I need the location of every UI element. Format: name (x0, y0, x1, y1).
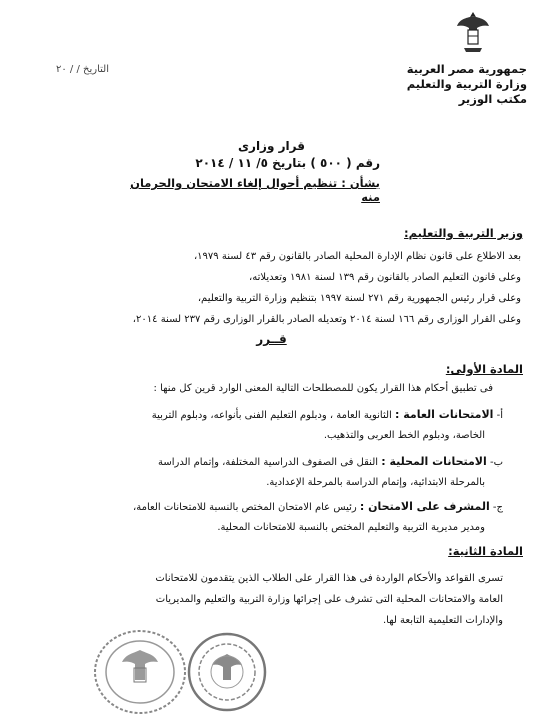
item-text: النقل فى الصفوف الدراسية المختلفة، وإتمام الدراسة (157, 457, 379, 468)
article2-line: والإدارات التعليمية التابعة لها. (383, 615, 503, 626)
preamble-line: وعلى القرار الوزارى رقم ١٦٦ لسنة ٢٠١٤ وتعديله الصادر بالقرار الوزارى رقم ٢٣٧ لسنة ٢٠١٤، (132, 314, 521, 325)
preamble-line: وعلى قرار رئيس الجمهورية رقم ٢٧١ لسنة ١٩٩٧ بتنظيم وزارة التربية والتعليم، (197, 293, 521, 304)
item-text: بالمرحلة الابتدائية، وإتمام الدراسة بالمرحلة الإعدادية. (266, 477, 485, 488)
item-term: المشرف على الامتحان : (359, 500, 490, 513)
eagle-emblem-icon (456, 8, 490, 56)
article2-heading: المادة الثانية: (448, 544, 523, 558)
item-marker: ب- (489, 457, 503, 468)
item-term: الامتحانات العامة : (395, 408, 494, 421)
ministry-name: وزارة التربية والتعليم (406, 77, 527, 91)
article1-item-c (33, 497, 503, 538)
item-text: رئيس عام الامتحان المختص بالنسبة للامتحانات العامة، (133, 502, 357, 513)
header-block (407, 62, 527, 107)
article1-item-b (33, 452, 503, 493)
article1-intro: فى تطبيق أحكام هذا القرار يكون للمصطلحات التالية المعنى الوارد قرين كل منها : (153, 383, 493, 394)
minister-heading: وزير التربية والتعليم: (404, 226, 523, 240)
date-line: التاريخ / / ٢٠ (56, 64, 109, 75)
item-text: ومدير مديرية التربية والتعليم المختص بالنسبة للامتحانات المحلية. (217, 522, 485, 533)
item-marker: ج- (492, 502, 503, 513)
article2-line: العامة والامتحانات المحلية التى تشرف على إجرائها وزارة التربية والتعليم والمديريات (155, 594, 503, 605)
decree-title: قرار وزارى (238, 139, 305, 153)
item-text: الثانوية العامة ، ودبلوم التعليم الفنى بأنواعه، ودبلوم التربية (151, 410, 392, 421)
item-term: الامتحانات المحلية : (381, 455, 487, 468)
office-name: مكتب الوزير (458, 92, 527, 106)
article2-line: تسرى القواعد والأحكام الواردة فى هذا القرار على الطلاب الذين يتقدمون للامتحانات (155, 573, 503, 584)
preamble-line: بعد الاطلاع على قانون نظام الإدارة المحلية الصادر بالقانون رقم ٤٣ لسنة ١٩٧٩، (193, 251, 521, 262)
preamble-lines (41, 246, 521, 330)
article1-heading: المادة الأولى: (445, 362, 523, 376)
article1-item-a (33, 405, 503, 446)
decree-subject: بشأن : تنظيم أحوال إلغاء الامتحان والحرمان منه (130, 176, 380, 204)
decides-word: قــرر (256, 332, 287, 346)
item-marker: أ- (496, 410, 503, 421)
article2-body (33, 568, 503, 631)
official-seal-icon (92, 628, 188, 716)
preamble-line: وعلى قانون التعليم الصادر بالقانون رقم ١٣٩ لسنة ١٩٨١ وتعديلاته، (249, 272, 521, 283)
decree-number: رقم ( ٥٠٠ ) بتاريخ ٥/ ١١ / ٢٠١٤ (195, 156, 380, 170)
country-name: جمهورية مصر العربية (406, 62, 527, 76)
round-stamp-icon (186, 630, 268, 714)
item-text: الخاصة، ودبلوم الخط العربى والتذهيب. (323, 430, 485, 441)
